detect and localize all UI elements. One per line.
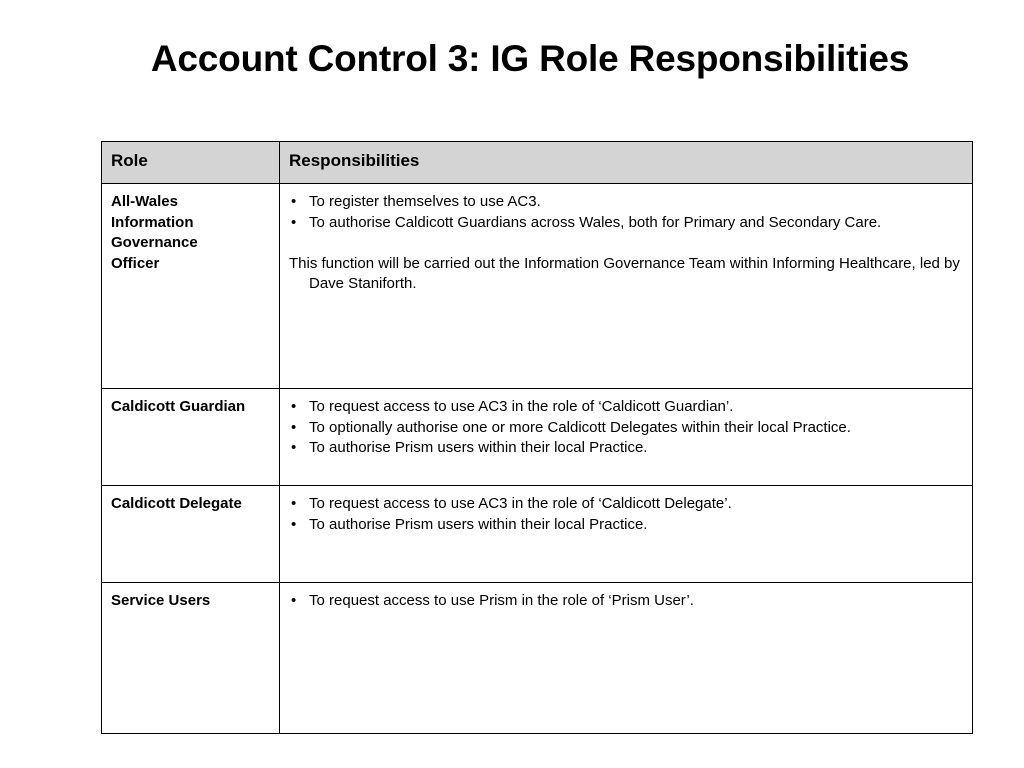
bullet-icon: • bbox=[291, 418, 297, 436]
role-cell bbox=[102, 486, 280, 583]
bullet-icon: • bbox=[291, 439, 297, 456]
responsibilities-list bbox=[289, 397, 963, 459]
table-row bbox=[102, 486, 973, 583]
role-name: Caldicott Delegate bbox=[111, 495, 242, 512]
header-responsibilities: Responsibilities bbox=[280, 142, 973, 184]
responsibilities-list bbox=[289, 494, 963, 535]
list-item: • To request access to use Prism in the role of ‘Prism User’. bbox=[289, 591, 963, 612]
responsibilities-table bbox=[101, 141, 973, 734]
responsibilities-cell bbox=[280, 583, 973, 734]
table-row bbox=[102, 583, 973, 734]
slide-title: Account Control 3: IG Role Responsibilities bbox=[150, 38, 910, 79]
role-name: Caldicott Guardian bbox=[111, 398, 246, 415]
bullet-icon: • bbox=[291, 193, 297, 210]
responsibilities-cell bbox=[280, 184, 973, 389]
list-item: • To authorise Prism users within their local Practice. bbox=[289, 438, 963, 459]
table-row bbox=[102, 389, 973, 486]
responsibilities-list bbox=[289, 192, 963, 233]
list-item: • To authorise Prism users within their local Practice. bbox=[289, 515, 963, 536]
table-header-row bbox=[102, 142, 973, 184]
role-name: Service Users bbox=[111, 592, 211, 609]
bullet-icon: • bbox=[291, 515, 297, 533]
responsibilities-cell bbox=[280, 389, 973, 486]
role-cell bbox=[102, 389, 280, 486]
list-item: • To register themselves to use AC3. bbox=[289, 192, 963, 213]
table-row bbox=[102, 184, 973, 389]
list-item: • To request access to use AC3 in the role of ‘Caldicott Guardian’. bbox=[289, 397, 963, 418]
bullet-icon: • bbox=[291, 495, 297, 512]
role-cell bbox=[102, 583, 280, 734]
list-item: • To optionally authorise one or more Caldicott Delegates within their local Practice. bbox=[289, 418, 963, 439]
header-role: Role bbox=[102, 142, 280, 184]
bullet-icon: • bbox=[291, 592, 297, 609]
bullet-icon: • bbox=[291, 398, 297, 415]
responsibilities-list bbox=[289, 591, 963, 612]
role-note: This function will be carried out the Information Governance Team within Informing Healthcare, led by Dave Staniforth. bbox=[289, 254, 960, 292]
list-item: • To authorise Caldicott Guardians across Wales, both for Primary and Secondary Care. bbox=[289, 213, 963, 234]
role-cell bbox=[102, 184, 280, 389]
responsibilities-cell bbox=[280, 486, 973, 583]
list-item: • To request access to use AC3 in the role of ‘Caldicott Delegate’. bbox=[289, 494, 963, 515]
bullet-icon: • bbox=[291, 213, 297, 231]
role-name: All-Wales Information Governance Officer bbox=[111, 193, 198, 272]
